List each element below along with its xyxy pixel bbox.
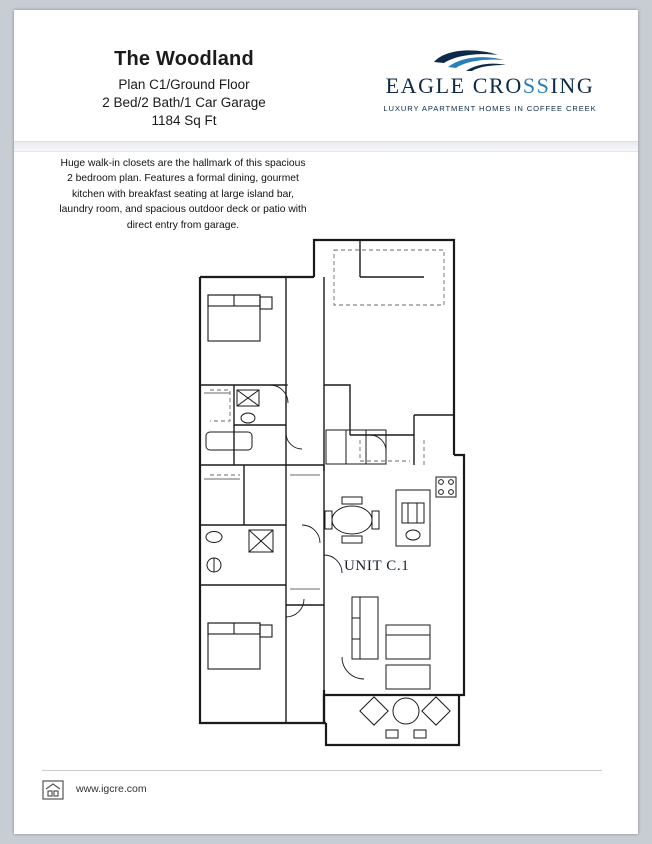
logo-wordmark-part2: ING [550, 73, 595, 98]
floorplan-drawing [174, 225, 474, 765]
plan-description: Huge walk-in closets are the hallmark of this spacious 2 bedroom plan. Features a formal dining, gourmet kitchen with breakfast seating at large island bar, laundry room, and spacious outdoor deck or patio with direct entry from garage. [59, 158, 307, 231]
unit-label: UNIT C.1 [344, 558, 410, 574]
footer-url[interactable]: www.igcre.com [76, 783, 147, 795]
page-sheet [14, 10, 638, 834]
logo-wordmark-part1: EAGLE CRO [385, 73, 523, 98]
title-block [44, 48, 324, 130]
logo-wordmark [374, 73, 606, 99]
building-icon [42, 780, 64, 800]
brand-logo [374, 46, 606, 113]
footer-divider [42, 770, 602, 771]
header-divider [14, 141, 638, 152]
plan-subtitle-area: 1184 Sq Ft [151, 113, 217, 128]
plan-subtitle-rooms: 2 Bed/2 Bath/1 Car Garage [102, 95, 266, 110]
footer [42, 778, 602, 804]
plan-subtitle-floor: Plan C1/Ground Floor [118, 77, 250, 92]
page-title: The Woodland [114, 48, 254, 70]
eagle-wing-icon [374, 46, 606, 72]
logo-wordmark-accent: SS [522, 73, 551, 98]
logo-tagline: LUXURY APARTMENT HOMES IN COFFEE CREEK [383, 104, 597, 113]
header [14, 10, 638, 140]
